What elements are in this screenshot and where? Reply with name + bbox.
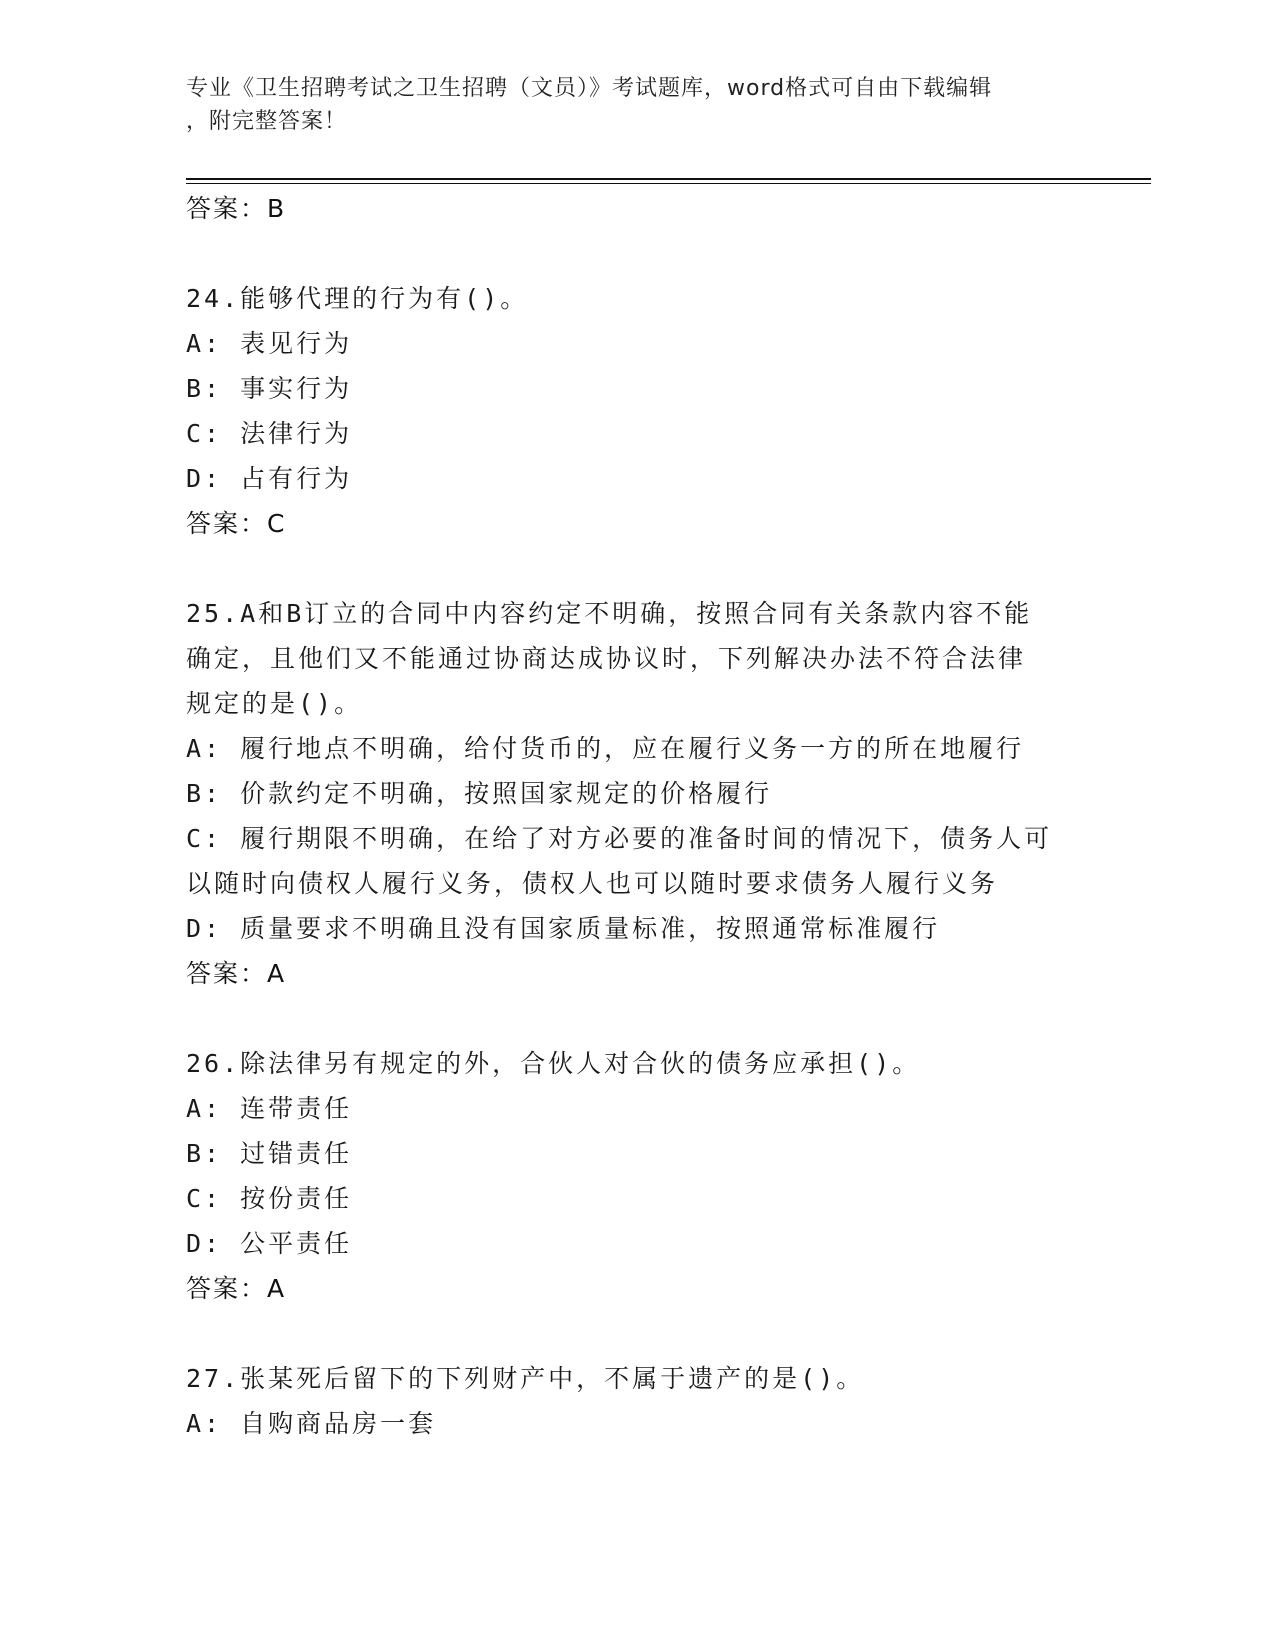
question-24: [186, 276, 1086, 546]
header-rule-thin: [186, 183, 1151, 184]
question-stem: 25.A和B订立的合同中内容约定不明确，按照合同有关条款内容不能: [186, 599, 1033, 628]
question-25: [186, 591, 1086, 996]
header-text-line-1: 专业《卫生招聘考试之卫生招聘（文员）》考试题库，word格式可自由下载编辑: [186, 76, 993, 101]
option-b: B: 价款约定不明确，按照国家规定的价格履行: [186, 779, 773, 808]
answer: 答案：A: [186, 959, 287, 988]
question-stem: 26.除法律另有规定的外，合伙人对合伙的债务应承担()。: [186, 1049, 921, 1078]
option-a: A: 连带责任: [186, 1094, 353, 1123]
option-a: A: 履行地点不明确，给付货币的，应在履行义务一方的所在地履行: [186, 734, 1025, 763]
question-27: [186, 1356, 1086, 1446]
header-text-line-2: ，附完整答案！: [186, 109, 348, 134]
header-rule-thick: [186, 178, 1151, 180]
option-b: B: 事实行为: [186, 374, 353, 403]
question-stem-continued: 规定的是()。: [186, 689, 363, 718]
option-d: D: 公平责任: [186, 1229, 353, 1258]
previous-answer: 答案：B: [186, 194, 287, 223]
question-list: [186, 186, 1086, 1446]
page-header: [186, 72, 1066, 138]
spacer: [186, 1311, 1086, 1356]
option-a: A: 表见行为: [186, 329, 353, 358]
answer: 答案：C: [186, 509, 287, 538]
option-c: C: 按份责任: [186, 1184, 353, 1213]
answer: 答案：A: [186, 1274, 287, 1303]
question-stem: 27.张某死后留下的下列财产中，不属于遗产的是()。: [186, 1364, 865, 1393]
option-d: D: 占有行为: [186, 464, 353, 493]
spacer: [186, 231, 1086, 276]
spacer: [186, 546, 1086, 591]
question-26: [186, 1041, 1086, 1311]
spacer: [186, 996, 1086, 1041]
option-c-continued: 以随时向债权人履行义务，债权人也可以随时要求债务人履行义务: [186, 869, 999, 898]
option-d: D: 质量要求不明确且没有国家质量标准，按照通常标准履行: [186, 914, 941, 943]
option-a: A: 自购商品房一套: [186, 1409, 437, 1438]
option-c: C: 履行期限不明确，在给了对方必要的准备时间的情况下，债务人可: [186, 824, 1053, 853]
question-stem-continued: 确定，且他们又不能通过协商达成协议时，下列解决办法不符合法律: [186, 644, 1027, 673]
question-stem: 24.能够代理的行为有()。: [186, 284, 529, 313]
option-c: C: 法律行为: [186, 419, 353, 448]
option-b: B: 过错责任: [186, 1139, 353, 1168]
